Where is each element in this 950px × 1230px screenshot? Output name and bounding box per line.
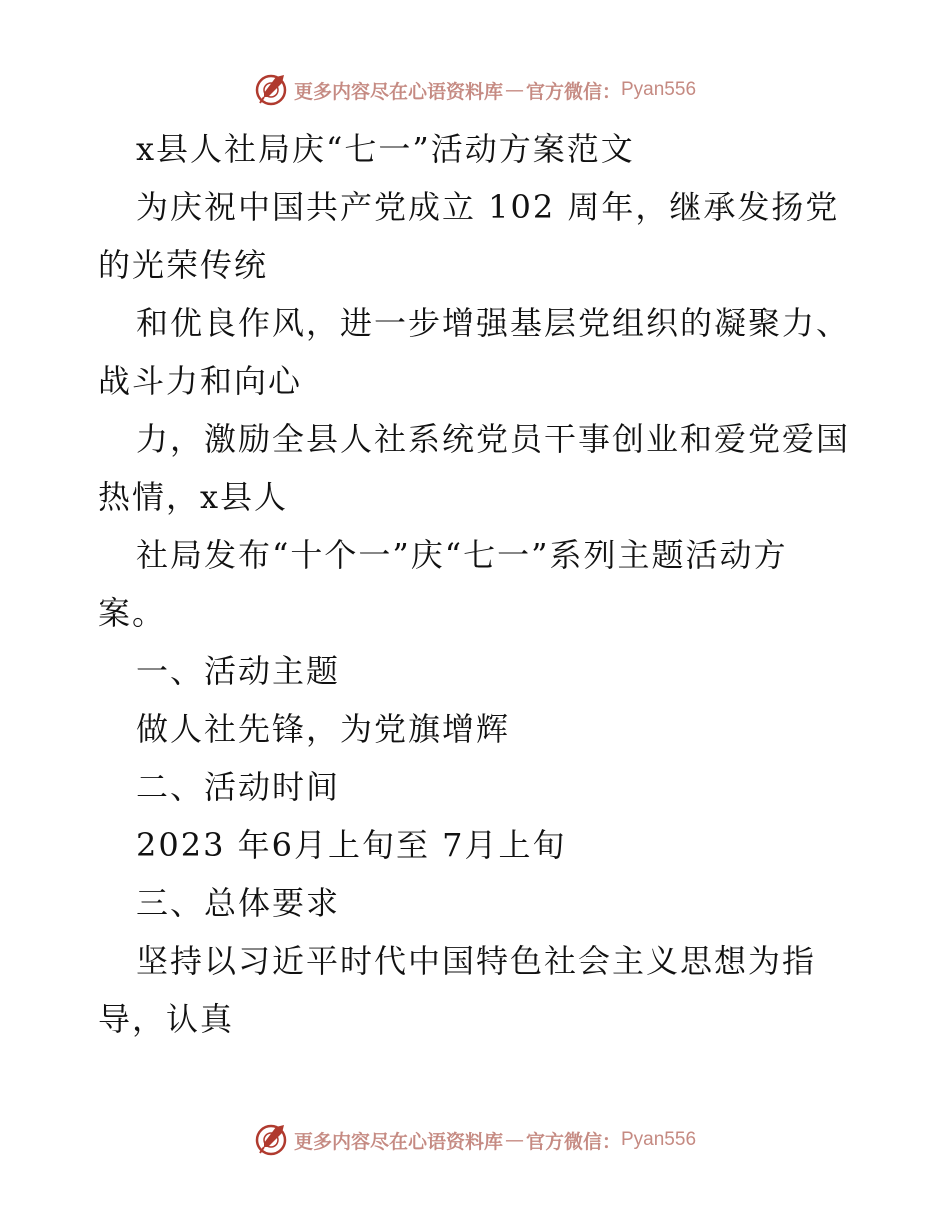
paragraph-line: 的光荣传统: [98, 246, 269, 284]
header-watermark: [0, 70, 950, 110]
paragraph-line: 导，认真: [98, 1000, 235, 1038]
document-title: x县人社局庆“七一”活动方案范文: [136, 130, 635, 168]
paragraph-line: 热情，x县人: [98, 478, 289, 516]
paragraph-line: 战斗力和向心: [98, 362, 303, 400]
section-heading: 一、活动主题: [136, 652, 341, 690]
section-heading: 三、总体要求: [136, 884, 341, 922]
paragraph-line: 力，激励全县人社系统党员干事创业和爱党爱国: [136, 420, 851, 458]
section-heading: 二、活动时间: [136, 768, 341, 806]
watermark-text: 更多内容尽在心语资料库: [293, 80, 503, 103]
watermark-wechat-id: Pyan556: [621, 1129, 697, 1150]
paragraph-line: 社局发布“十个一”庆“七一”系列主题活动方: [136, 536, 788, 574]
watermark-wechat-label: 官方微信：: [525, 80, 621, 103]
paragraph-line: 做人社先锋，为党旗增辉: [136, 710, 511, 748]
paragraph-line: 坚持以习近平时代中国特色社会主义思想为指: [136, 942, 817, 980]
paragraph-line: 案。: [98, 594, 167, 632]
watermark-wechat-id: Pyan556: [621, 79, 697, 100]
footer-watermark: [0, 1120, 950, 1160]
pen-logo-icon: [254, 1123, 288, 1157]
paragraph-line: 和优良作风，进一步增强基层党组织的凝聚力、: [136, 304, 851, 342]
watermark-separator: —: [504, 1129, 524, 1151]
watermark-text: 更多内容尽在心语资料库: [293, 1130, 503, 1153]
watermark-wechat-label: 官方微信：: [525, 1130, 621, 1153]
watermark-separator: —: [504, 79, 524, 101]
pen-logo-icon: [254, 73, 288, 107]
paragraph-line: 2023 年6月上旬至 7月上旬: [136, 826, 567, 864]
paragraph-line: 为庆祝中国共产党成立 102 周年，继承发扬党: [136, 188, 840, 226]
document-body: [98, 120, 858, 1048]
